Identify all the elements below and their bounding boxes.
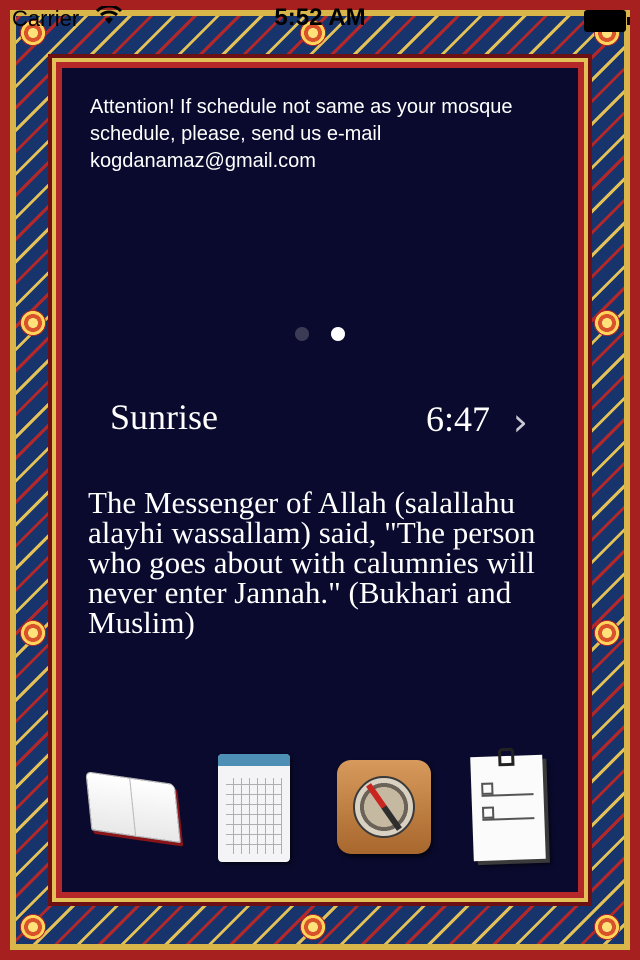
battery-icon — [584, 10, 626, 32]
prayer-time: 6:47 — [425, 399, 490, 439]
hadith-text: The Messenger of Allah (salallahu alayhi wassallam) said, "The person who goes about with calumnies will never enter Jannah." (Bukhari and Muslim) — [88, 485, 536, 640]
page-dot-active[interactable] — [331, 327, 345, 341]
checklist-icon[interactable] — [470, 755, 546, 861]
bottom-toolbar — [66, 748, 574, 868]
rosette-ornament — [594, 310, 620, 336]
status-bar — [0, 0, 640, 40]
book-icon[interactable] — [85, 771, 178, 841]
schedule-notice: Attention! If schedule not same as your mosque schedule, please, send us e-mail kogdanamaz@gmail.com — [90, 96, 513, 172]
page-indicator[interactable] — [66, 327, 574, 346]
page-dot[interactable] — [295, 327, 309, 341]
main-content — [66, 72, 574, 888]
rosette-ornament — [594, 620, 620, 646]
rosette-ornament — [300, 914, 326, 940]
status-time: 5:52 AM — [274, 4, 366, 31]
next-prayer-row[interactable] — [66, 390, 574, 450]
carrier-label: Carrier — [12, 6, 80, 31]
rosette-ornament — [20, 914, 46, 940]
rosette-ornament — [20, 310, 46, 336]
chevron-right-icon[interactable]: › — [512, 400, 528, 444]
prayer-name: Sunrise — [110, 397, 218, 437]
calendar-icon[interactable] — [218, 754, 290, 862]
rosette-ornament — [20, 620, 46, 646]
compass-icon[interactable] — [337, 760, 431, 854]
rosette-ornament — [594, 914, 620, 940]
